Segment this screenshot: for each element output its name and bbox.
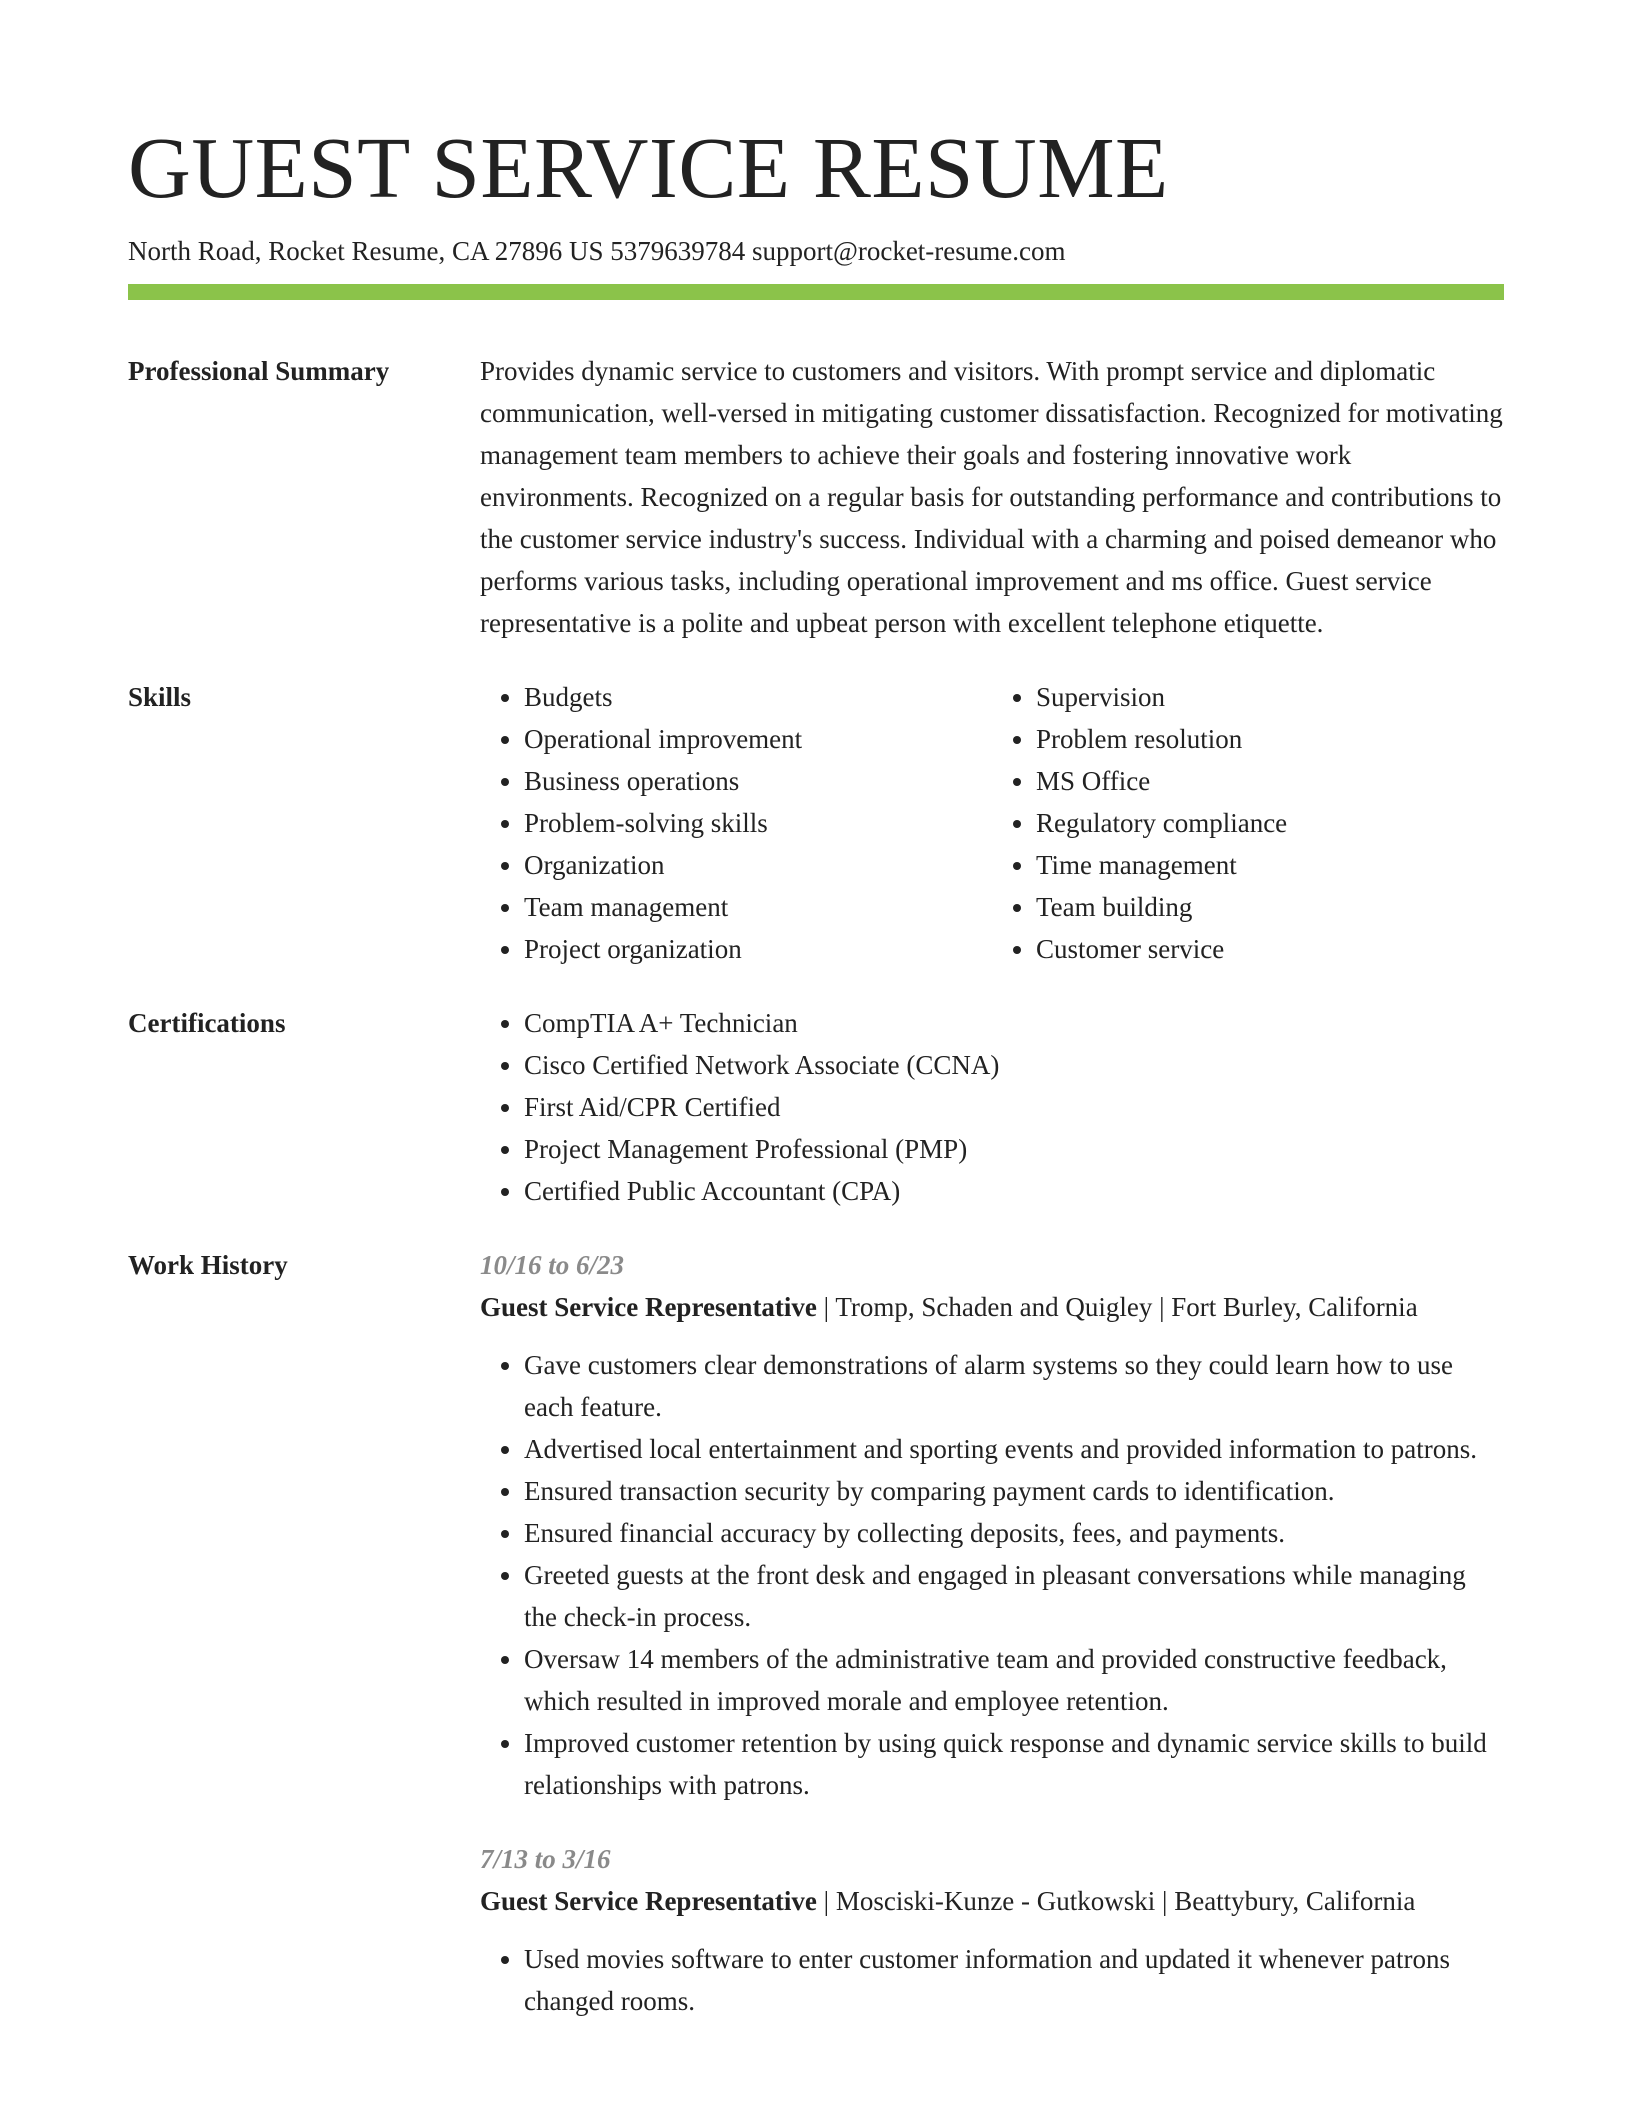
contact-email: support@rocket-resume.com bbox=[751, 236, 1066, 266]
skill-item: • Project organization bbox=[524, 928, 992, 970]
job-bullet: • Ensured transaction security by comparing payment cards to identification. bbox=[524, 1470, 1504, 1512]
resume-title: GUEST SERVICE RESUME bbox=[128, 119, 1169, 216]
contact-line bbox=[128, 234, 1504, 268]
skills-list-right bbox=[992, 676, 1504, 970]
certifications-body bbox=[480, 1002, 1504, 1212]
skill-item: • Business operations bbox=[524, 760, 992, 802]
certification-item: • Certified Public Accountant (CPA) bbox=[524, 1170, 1504, 1212]
skills-section bbox=[128, 676, 1504, 970]
certification-item: • CompTIA A+ Technician bbox=[524, 1002, 1504, 1044]
job-title: Guest Service Representative bbox=[480, 1292, 817, 1322]
summary-body bbox=[480, 350, 1504, 644]
skill-item: • Budgets bbox=[524, 676, 992, 718]
skill-item: • Time management bbox=[1036, 844, 1504, 886]
work-history-body bbox=[480, 1244, 1504, 2022]
certification-item: • First Aid/CPR Certified bbox=[524, 1086, 1504, 1128]
skill-item: • Problem-solving skills bbox=[524, 802, 992, 844]
job-heading bbox=[480, 1880, 1504, 1922]
contact-phone: 5379639784 bbox=[610, 236, 746, 266]
work-history-label: Work History bbox=[128, 1250, 288, 1280]
job-title: Guest Service Representative bbox=[480, 1886, 817, 1916]
skills-grid bbox=[480, 676, 1504, 970]
skills-list-left bbox=[480, 676, 992, 970]
skill-item: • Team management bbox=[524, 886, 992, 928]
job-entry bbox=[480, 1244, 1504, 1806]
summary-label: Professional Summary bbox=[128, 356, 390, 386]
certification-item: • Project Management Professional (PMP) bbox=[524, 1128, 1504, 1170]
job-bullet: • Greeted guests at the front desk and engaged in pleasant conversations while managing the check-in process. bbox=[524, 1554, 1504, 1638]
skill-item: • Organization bbox=[524, 844, 992, 886]
job-bullet: • Used movies software to enter customer information and updated it whenever patrons changed rooms. bbox=[524, 1938, 1504, 2022]
job-dates: 10/16 to 6/23 bbox=[480, 1250, 625, 1280]
job-bullet: • Ensured financial accuracy by collecting deposits, fees, and payments. bbox=[524, 1512, 1504, 1554]
skills-label: Skills bbox=[128, 682, 192, 712]
job-bullet: • Gave customers clear demonstrations of alarm systems so they could learn how to use each feature. bbox=[524, 1344, 1504, 1428]
contact-address: North Road, Rocket Resume, CA 27896 US bbox=[128, 236, 604, 266]
job-bullet: • Advertised local entertainment and sporting events and provided information to patrons. bbox=[524, 1428, 1504, 1470]
job-details: | Mosciski-Kunze - Gutkowski | Beattybury, California bbox=[816, 1886, 1416, 1916]
resume-page bbox=[128, 0, 1504, 2022]
summary-section bbox=[128, 350, 1504, 644]
header-divider bbox=[128, 284, 1504, 300]
certifications-list bbox=[480, 1002, 1504, 1212]
work-history-section bbox=[128, 1244, 1504, 2022]
job-entry bbox=[480, 1838, 1504, 2022]
job-bullet: • Oversaw 14 members of the administrative team and provided constructive feedback, which resulted in improved morale and employee retention. bbox=[524, 1638, 1504, 1722]
skill-item: • Problem resolution bbox=[1036, 718, 1504, 760]
certifications-section bbox=[128, 1002, 1504, 1212]
certifications-label: Certifications bbox=[128, 1008, 286, 1038]
job-bullets bbox=[480, 1938, 1504, 2022]
skills-body bbox=[480, 676, 1504, 970]
skill-item: • MS Office bbox=[1036, 760, 1504, 802]
skill-item: • Regulatory compliance bbox=[1036, 802, 1504, 844]
skill-item: • Supervision bbox=[1036, 676, 1504, 718]
skill-item: • Team building bbox=[1036, 886, 1504, 928]
job-bullets bbox=[480, 1344, 1504, 1806]
job-dates: 7/13 to 3/16 bbox=[480, 1844, 611, 1874]
certification-item: • Cisco Certified Network Associate (CCNA) bbox=[524, 1044, 1504, 1086]
skill-item: • Customer service bbox=[1036, 928, 1504, 970]
skill-item: • Operational improvement bbox=[524, 718, 992, 760]
job-heading bbox=[480, 1286, 1504, 1328]
summary-text: Provides dynamic service to customers and visitors. With prompt service and diplomatic communication, well-versed in mitigating customer dissatisfaction. Recognized for motivating management team members to achieve their goals and fostering innovative work environments. Recognized on a regular basis for outstanding performance and contributions to the customer service industry's success. Individual with a charming and poised demeanor who performs various tasks, including operational improvement and ms office. Guest service representative is a polite and upbeat person with excellent telephone etiquette. bbox=[480, 356, 1503, 638]
job-bullet: • Improved customer retention by using quick response and dynamic service skills to build relationships with patrons. bbox=[524, 1722, 1504, 1806]
job-details: | Tromp, Schaden and Quigley | Fort Burley, California bbox=[816, 1292, 1418, 1322]
